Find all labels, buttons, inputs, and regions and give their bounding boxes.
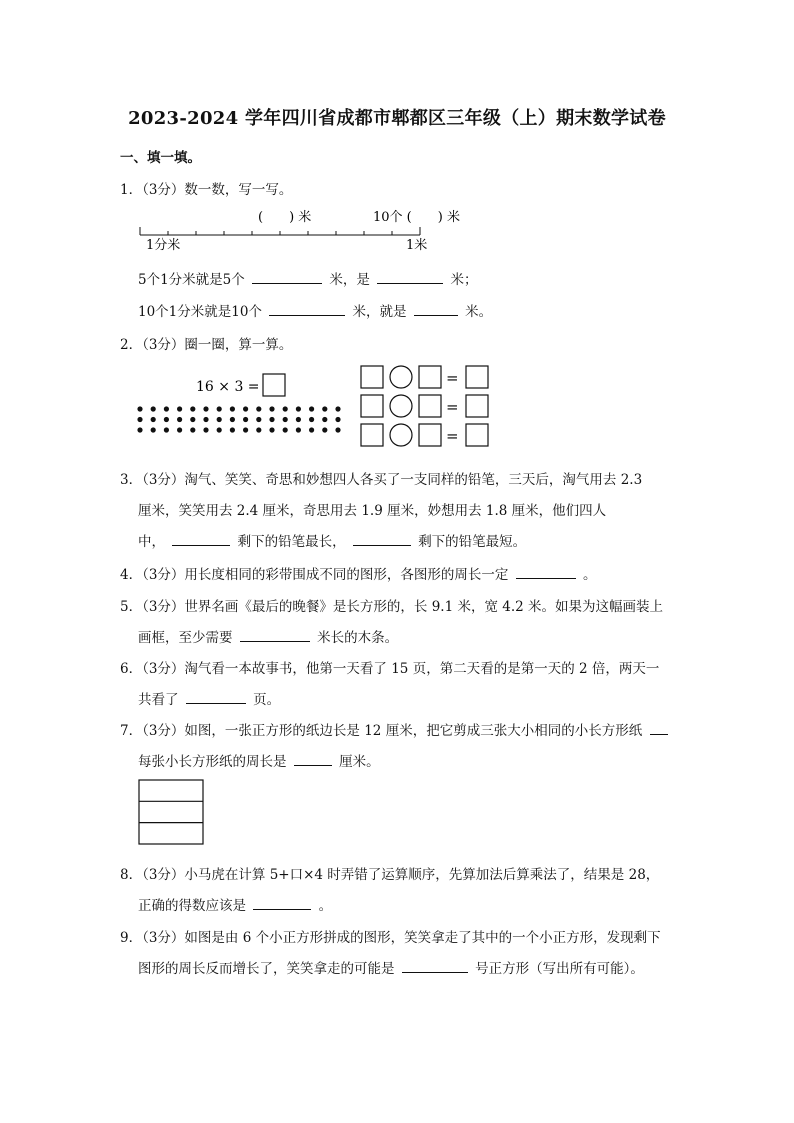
answer-blank[interactable] bbox=[269, 303, 345, 316]
dot bbox=[203, 427, 208, 432]
q5-text-a: 画框，至少需要 bbox=[138, 630, 233, 646]
operator-circle[interactable] bbox=[390, 395, 412, 417]
q6-text-b: 页。 bbox=[253, 692, 281, 708]
dot bbox=[217, 406, 222, 411]
dot bbox=[243, 427, 248, 432]
answer-blank[interactable] bbox=[402, 960, 468, 973]
dot bbox=[151, 417, 156, 422]
q2-expression: 16 × 3 = bbox=[196, 379, 260, 395]
dot bbox=[269, 417, 274, 422]
answer-box[interactable] bbox=[419, 366, 441, 388]
answer-blank[interactable] bbox=[377, 271, 443, 284]
dot bbox=[243, 417, 248, 422]
q1-line2-text-a: 10个1分米就是10个 bbox=[138, 304, 262, 320]
q6-line1: 6．（3分）淘气看一本故事书，他第一天看了 15 页，第二天看的是第一天的 2 倍，两天一 bbox=[120, 661, 660, 677]
q4-text-b: 。 bbox=[583, 567, 597, 583]
dot bbox=[137, 406, 142, 411]
q3-text-c: 剩下的铅笔最短。 bbox=[418, 534, 527, 550]
q2-figure bbox=[130, 360, 510, 454]
q1-head: 1．（3分）数一数，写一写。 bbox=[120, 182, 293, 198]
operator-circle[interactable] bbox=[390, 424, 412, 446]
dot bbox=[256, 417, 261, 422]
q4-line bbox=[120, 563, 597, 583]
q9-line1: 9．（3分）如图是由 6 个小正方形拼成的图形，笑笑拿走了其中的一个小正方形，发现剩下 bbox=[120, 930, 661, 946]
q9-line2 bbox=[138, 957, 644, 977]
dot bbox=[309, 427, 314, 432]
q4-text-a: 4．（3分）用长度相同的彩带围成不同的图形，各图形的周长一定 bbox=[120, 567, 509, 583]
dot bbox=[164, 406, 169, 411]
answer-box[interactable] bbox=[361, 395, 383, 417]
answer-blank[interactable] bbox=[516, 566, 576, 579]
square-outline bbox=[139, 780, 203, 844]
dot bbox=[151, 427, 156, 432]
dot bbox=[217, 427, 222, 432]
q7-text-a: 每张小长方形纸的周长是 bbox=[138, 754, 287, 770]
answer-box[interactable] bbox=[466, 395, 488, 417]
q3-text-a: 中， bbox=[138, 534, 165, 550]
q9-text-a: 图形的周长反而增长了，笑笑拿走的可能是 bbox=[138, 961, 395, 977]
q8-line2 bbox=[138, 894, 332, 914]
dot bbox=[190, 427, 195, 432]
dot bbox=[322, 417, 327, 422]
answer-blank[interactable] bbox=[253, 897, 311, 910]
q5-line1: 5．（3分）世界名画《最后的晚餐》是长方形的，长 9.1 米，宽 4.2 米。如果为这幅画装上 bbox=[120, 599, 664, 615]
dot bbox=[177, 427, 182, 432]
section-heading: 一、填一填。 bbox=[120, 150, 201, 166]
dot bbox=[283, 406, 288, 411]
q9-text-b: 号正方形（写出所有可能）。 bbox=[475, 961, 644, 977]
q1-line2 bbox=[138, 300, 492, 320]
answer-box[interactable] bbox=[466, 366, 488, 388]
answer-box[interactable] bbox=[361, 366, 383, 388]
dot bbox=[177, 417, 182, 422]
dot bbox=[137, 427, 142, 432]
ruler-end-label: 1米 bbox=[406, 238, 428, 253]
dot bbox=[164, 417, 169, 422]
answer-blank[interactable] bbox=[294, 753, 332, 766]
ruler-upper-label-2: 10个 ( ) 米 bbox=[373, 210, 460, 225]
dot bbox=[137, 417, 142, 422]
dot bbox=[230, 417, 235, 422]
dot bbox=[335, 417, 340, 422]
q7-text-b: 厘米。 bbox=[339, 754, 380, 770]
q5-line2 bbox=[138, 626, 398, 646]
dot bbox=[309, 406, 314, 411]
q1-line1 bbox=[138, 268, 477, 288]
ruler-upper-label-1: ( ) 米 bbox=[258, 210, 312, 225]
q7-line2 bbox=[138, 750, 380, 770]
q1-line1-text-c: 米； bbox=[450, 272, 478, 288]
q6-text-a: 共看了 bbox=[138, 692, 179, 708]
operator-circle[interactable] bbox=[390, 366, 412, 388]
dot bbox=[322, 427, 327, 432]
dot bbox=[322, 406, 327, 411]
dot bbox=[230, 406, 235, 411]
dot bbox=[296, 427, 301, 432]
q7-square-figure bbox=[138, 779, 206, 847]
q3-line3 bbox=[138, 530, 526, 550]
dot bbox=[230, 427, 235, 432]
dot bbox=[335, 427, 340, 432]
dot bbox=[269, 427, 274, 432]
dot bbox=[335, 406, 340, 411]
dot-grid bbox=[137, 406, 340, 432]
equation-rows bbox=[361, 366, 488, 446]
answer-blank[interactable] bbox=[252, 271, 322, 284]
answer-blank[interactable] bbox=[240, 629, 310, 642]
answer-box[interactable] bbox=[361, 424, 383, 446]
dot bbox=[177, 406, 182, 411]
answer-box[interactable] bbox=[419, 395, 441, 417]
q7-line1 bbox=[120, 719, 671, 739]
dot bbox=[203, 417, 208, 422]
dot bbox=[283, 417, 288, 422]
dot bbox=[243, 406, 248, 411]
answer-box[interactable] bbox=[466, 424, 488, 446]
q1-line1-text-a: 5个1分米就是5个 bbox=[138, 272, 245, 288]
q8-text-a: 正确的得数应该是 bbox=[138, 898, 246, 914]
q3-line1: 3．（3分）淘气、笑笑、奇思和妙想四人各买了一支同样的铅笔，三天后，淘气用去 2.3 bbox=[120, 472, 643, 488]
dot bbox=[296, 406, 301, 411]
answer-blank[interactable] bbox=[186, 691, 246, 704]
q1-line1-text-b: 米，是 bbox=[329, 272, 370, 288]
dot bbox=[151, 406, 156, 411]
equals-sign: = bbox=[446, 398, 459, 416]
q8-text-b: 。 bbox=[318, 898, 333, 914]
q5-text-b: 米长的木条。 bbox=[317, 630, 399, 646]
q1-ruler-figure bbox=[130, 203, 460, 255]
q1-line2-text-c: 米。 bbox=[465, 304, 493, 320]
q8-line1: 8．（3分）小马虎在计算 5+口×4 时弄错了运算顺序，先算加法后算乘法了，结果是 28， bbox=[120, 867, 660, 883]
dot bbox=[309, 417, 314, 422]
dot bbox=[256, 406, 261, 411]
q2-head: 2．（3分）圈一圈，算一算。 bbox=[120, 337, 293, 353]
dot bbox=[296, 417, 301, 422]
answer-box[interactable] bbox=[419, 424, 441, 446]
dot bbox=[256, 427, 261, 432]
dot bbox=[164, 427, 169, 432]
dot bbox=[190, 406, 195, 411]
answer-blank[interactable] bbox=[650, 722, 668, 735]
q6-line2 bbox=[138, 688, 280, 708]
ruler-ticks bbox=[140, 227, 420, 235]
q7-text: 7．（3分）如图，一张正方形的纸边长是 12 厘米，把它剪成三张大小相同的小长方形纸 bbox=[120, 723, 643, 739]
dot bbox=[283, 427, 288, 432]
answer-blank[interactable] bbox=[414, 303, 458, 316]
ruler-start-label: 1分米 bbox=[146, 238, 181, 253]
dot bbox=[190, 417, 195, 422]
q1-line2-text-b: 米，就是 bbox=[352, 304, 407, 320]
dot bbox=[217, 417, 222, 422]
page-title: 2023-2024 学年四川省成都市郫都区三年级（上）期末数学试卷 bbox=[128, 108, 666, 129]
answer-blank[interactable] bbox=[172, 533, 230, 546]
q3-text-b: 剩下的铅笔最长， bbox=[237, 534, 346, 550]
equals-sign: = bbox=[446, 369, 459, 387]
equals-sign: = bbox=[446, 427, 459, 445]
answer-blank[interactable] bbox=[353, 533, 411, 546]
answer-box[interactable] bbox=[263, 374, 285, 396]
dot bbox=[203, 406, 208, 411]
dot bbox=[269, 406, 274, 411]
q3-line2: 厘米，笑笑用去 2.4 厘米，奇思用去 1.9 厘米，妙想用去 1.8 厘米，他们四人 bbox=[138, 503, 607, 519]
